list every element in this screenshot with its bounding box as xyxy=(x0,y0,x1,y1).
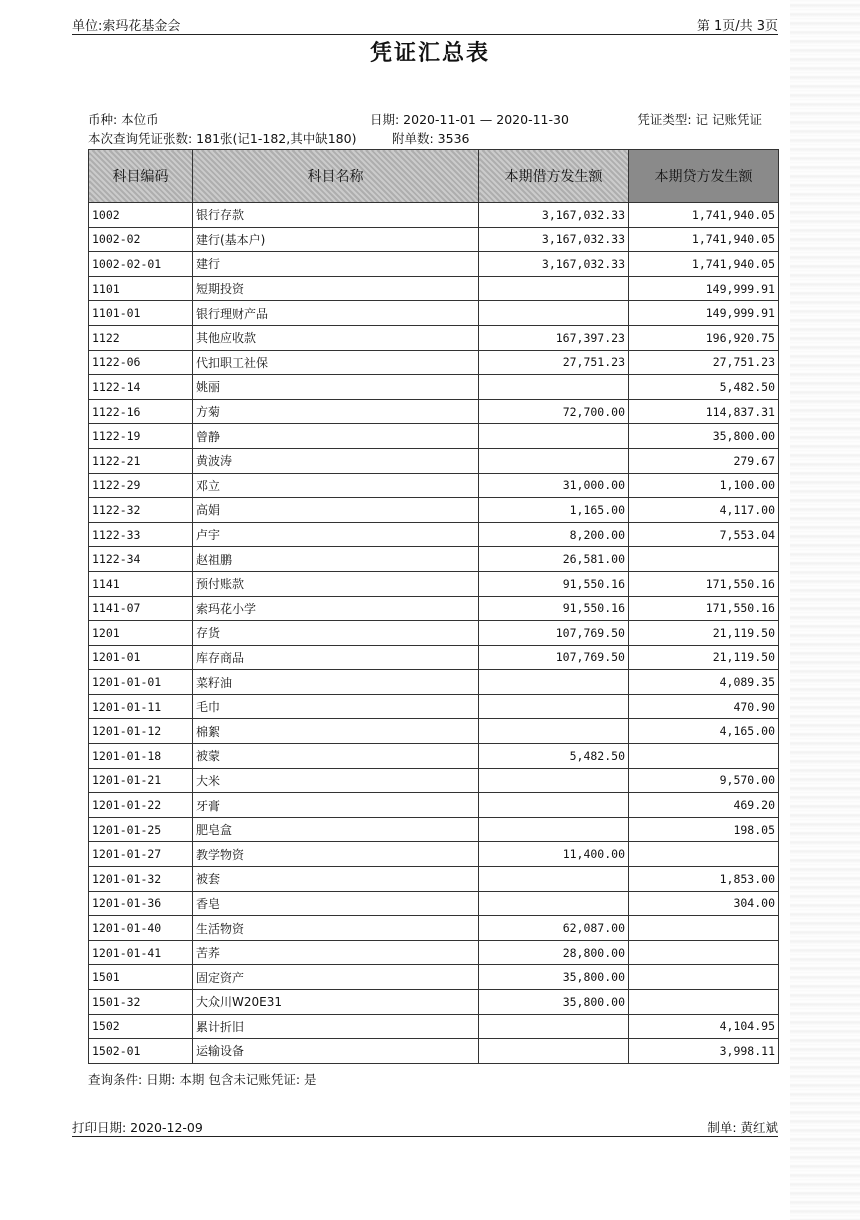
table-row xyxy=(89,375,779,400)
debit-amount: 1,165.00 xyxy=(479,498,629,523)
account-name: 运输设备 xyxy=(193,1039,479,1064)
account-code: 1122-34 xyxy=(89,547,193,572)
account-code: 1122 xyxy=(89,325,193,350)
account-name: 大众川W20E31 xyxy=(193,990,479,1015)
account-name: 代扣职工社保 xyxy=(193,350,479,375)
debit-amount: 91,550.16 xyxy=(479,571,629,596)
table-row xyxy=(89,719,779,744)
debit-amount: 107,769.50 xyxy=(479,621,629,646)
debit-amount: 31,000.00 xyxy=(479,473,629,498)
query-count: 本次查询凭证张数: 181张(记1-182,其中缺180) xyxy=(88,131,357,146)
debit-amount: 35,800.00 xyxy=(479,965,629,990)
account-code: 1502 xyxy=(89,1014,193,1039)
debit-amount xyxy=(479,793,629,818)
table-row xyxy=(89,793,779,818)
table-row xyxy=(89,965,779,990)
credit-amount: 4,089.35 xyxy=(629,670,779,695)
query-condition: 查询条件: 日期: 本期 包含未记账凭证: 是 xyxy=(88,1072,317,1087)
debit-amount xyxy=(479,719,629,744)
credit-amount: 470.90 xyxy=(629,694,779,719)
credit-amount: 5,482.50 xyxy=(629,375,779,400)
account-code: 1122-19 xyxy=(89,424,193,449)
debit-amount xyxy=(479,276,629,301)
credit-amount: 171,550.16 xyxy=(629,596,779,621)
column-header-name: 科目名称 xyxy=(193,150,479,203)
debit-amount: 8,200.00 xyxy=(479,522,629,547)
table-row xyxy=(89,621,779,646)
debit-amount xyxy=(479,1039,629,1064)
account-name: 生活物资 xyxy=(193,916,479,941)
page-indicator: 第 1页/共 3页 xyxy=(696,19,778,34)
debit-amount xyxy=(479,448,629,473)
table-row xyxy=(89,940,779,965)
credit-amount: 1,741,940.05 xyxy=(629,227,779,252)
table-row xyxy=(89,670,779,695)
account-name: 预付账款 xyxy=(193,571,479,596)
account-code: 1501 xyxy=(89,965,193,990)
debit-amount xyxy=(479,1014,629,1039)
account-code: 1101-01 xyxy=(89,301,193,326)
account-code: 1201-01-36 xyxy=(89,891,193,916)
account-name: 短期投资 xyxy=(193,276,479,301)
account-code: 1502-01 xyxy=(89,1039,193,1064)
table-row xyxy=(89,571,779,596)
account-name: 被套 xyxy=(193,867,479,892)
account-code: 1201-01-12 xyxy=(89,719,193,744)
account-name: 银行理财产品 xyxy=(193,301,479,326)
account-name: 姚丽 xyxy=(193,375,479,400)
account-code: 1122-21 xyxy=(89,448,193,473)
credit-amount: 279.67 xyxy=(629,448,779,473)
credit-amount: 27,751.23 xyxy=(629,350,779,375)
account-name: 累计折旧 xyxy=(193,1014,479,1039)
document-title: 凭证汇总表 xyxy=(369,41,490,66)
account-name: 高娟 xyxy=(193,498,479,523)
account-code: 1002-02 xyxy=(89,227,193,252)
account-code: 1201-01-40 xyxy=(89,916,193,941)
account-code: 1201-01-01 xyxy=(89,670,193,695)
credit-amount xyxy=(629,744,779,769)
credit-amount: 149,999.91 xyxy=(629,301,779,326)
credit-amount: 3,998.11 xyxy=(629,1039,779,1064)
table-row xyxy=(89,817,779,842)
table-row xyxy=(89,325,779,350)
column-header-credit: 本期贷方发生额 xyxy=(629,150,779,203)
currency-label: 币种: 本位币 xyxy=(88,112,159,127)
table-row xyxy=(89,252,779,277)
credit-amount: 114,837.31 xyxy=(629,399,779,424)
table-row xyxy=(89,547,779,572)
debit-amount: 72,700.00 xyxy=(479,399,629,424)
table-row xyxy=(89,916,779,941)
debit-amount: 3,167,032.33 xyxy=(479,227,629,252)
credit-amount: 4,165.00 xyxy=(629,719,779,744)
table-row xyxy=(89,203,779,228)
account-name: 黄波涛 xyxy=(193,448,479,473)
account-name: 香皂 xyxy=(193,891,479,916)
account-name: 库存商品 xyxy=(193,645,479,670)
account-name: 被蒙 xyxy=(193,744,479,769)
print-date: 打印日期: 2020-12-09 xyxy=(72,1120,203,1135)
scan-noise-edge xyxy=(790,0,860,1220)
table-row xyxy=(89,842,779,867)
account-code: 1201-01-25 xyxy=(89,817,193,842)
account-code: 1122-16 xyxy=(89,399,193,424)
prepared-by: 制单: 黄红斌 xyxy=(707,1120,778,1135)
voucher-type: 凭证类型: 记 记账凭证 xyxy=(637,112,762,127)
account-name: 棉絮 xyxy=(193,719,479,744)
table-row xyxy=(89,1039,779,1064)
debit-amount: 91,550.16 xyxy=(479,596,629,621)
footer-divider xyxy=(72,1136,778,1137)
debit-amount xyxy=(479,301,629,326)
account-code: 1101 xyxy=(89,276,193,301)
account-code: 1201-01-11 xyxy=(89,694,193,719)
account-name: 索玛花小学 xyxy=(193,596,479,621)
credit-amount: 1,741,940.05 xyxy=(629,203,779,228)
account-code: 1141-07 xyxy=(89,596,193,621)
credit-amount xyxy=(629,965,779,990)
account-name: 教学物资 xyxy=(193,842,479,867)
table-row xyxy=(89,645,779,670)
voucher-summary-table xyxy=(88,149,779,1064)
account-code: 1201 xyxy=(89,621,193,646)
column-header-debit: 本期借方发生额 xyxy=(479,150,629,203)
credit-amount xyxy=(629,842,779,867)
account-code: 1122-06 xyxy=(89,350,193,375)
table-row xyxy=(89,301,779,326)
account-code: 1201-01-41 xyxy=(89,940,193,965)
table-row xyxy=(89,350,779,375)
debit-amount: 3,167,032.33 xyxy=(479,252,629,277)
account-name: 固定资产 xyxy=(193,965,479,990)
credit-amount: 21,119.50 xyxy=(629,621,779,646)
table-header-row xyxy=(89,150,779,203)
credit-amount xyxy=(629,547,779,572)
account-name: 卢宇 xyxy=(193,522,479,547)
account-name: 大米 xyxy=(193,768,479,793)
credit-amount xyxy=(629,916,779,941)
table-row xyxy=(89,498,779,523)
column-header-code: 科目编码 xyxy=(89,150,193,203)
account-name: 菜籽油 xyxy=(193,670,479,695)
table-row xyxy=(89,522,779,547)
account-code: 1002 xyxy=(89,203,193,228)
table-row xyxy=(89,424,779,449)
credit-amount: 171,550.16 xyxy=(629,571,779,596)
unit-label: 单位:索玛花基金会 xyxy=(72,19,181,34)
credit-amount xyxy=(629,990,779,1015)
debit-amount: 3,167,032.33 xyxy=(479,203,629,228)
table-row xyxy=(89,867,779,892)
table-row xyxy=(89,1014,779,1039)
credit-amount: 7,553.04 xyxy=(629,522,779,547)
credit-amount xyxy=(629,940,779,965)
account-code: 1201-01 xyxy=(89,645,193,670)
table-row xyxy=(89,399,779,424)
attachment-count: 附单数: 3536 xyxy=(392,131,470,146)
debit-amount: 35,800.00 xyxy=(479,990,629,1015)
debit-amount xyxy=(479,867,629,892)
account-name: 建行 xyxy=(193,252,479,277)
table-row xyxy=(89,744,779,769)
account-name: 赵祖鹏 xyxy=(193,547,479,572)
account-name: 银行存款 xyxy=(193,203,479,228)
credit-amount: 196,920.75 xyxy=(629,325,779,350)
debit-amount xyxy=(479,817,629,842)
debit-amount: 26,581.00 xyxy=(479,547,629,572)
credit-amount: 4,104.95 xyxy=(629,1014,779,1039)
credit-amount: 1,100.00 xyxy=(629,473,779,498)
account-name: 牙膏 xyxy=(193,793,479,818)
account-code: 1201-01-21 xyxy=(89,768,193,793)
credit-amount: 21,119.50 xyxy=(629,645,779,670)
date-range: 日期: 2020-11-01 — 2020-11-30 xyxy=(370,112,569,127)
account-code: 1201-01-22 xyxy=(89,793,193,818)
account-code: 1002-02-01 xyxy=(89,252,193,277)
debit-amount: 11,400.00 xyxy=(479,842,629,867)
debit-amount: 167,397.23 xyxy=(479,325,629,350)
table-row xyxy=(89,768,779,793)
credit-amount: 1,741,940.05 xyxy=(629,252,779,277)
table-row xyxy=(89,694,779,719)
table-row xyxy=(89,448,779,473)
account-code: 1201-01-18 xyxy=(89,744,193,769)
debit-amount: 5,482.50 xyxy=(479,744,629,769)
credit-amount: 4,117.00 xyxy=(629,498,779,523)
header-divider xyxy=(72,34,778,35)
account-code: 1501-32 xyxy=(89,990,193,1015)
account-name: 其他应收款 xyxy=(193,325,479,350)
credit-amount: 469.20 xyxy=(629,793,779,818)
credit-amount: 35,800.00 xyxy=(629,424,779,449)
credit-amount: 198.05 xyxy=(629,817,779,842)
debit-amount xyxy=(479,891,629,916)
account-name: 方菊 xyxy=(193,399,479,424)
debit-amount xyxy=(479,670,629,695)
table-row xyxy=(89,990,779,1015)
credit-amount: 9,570.00 xyxy=(629,768,779,793)
debit-amount xyxy=(479,768,629,793)
table-row xyxy=(89,276,779,301)
account-name: 存货 xyxy=(193,621,479,646)
account-code: 1122-14 xyxy=(89,375,193,400)
account-name: 苦荞 xyxy=(193,940,479,965)
table-row xyxy=(89,473,779,498)
debit-amount: 28,800.00 xyxy=(479,940,629,965)
credit-amount: 304.00 xyxy=(629,891,779,916)
table-row xyxy=(89,891,779,916)
account-code: 1141 xyxy=(89,571,193,596)
table-body xyxy=(89,203,779,1064)
debit-amount: 62,087.00 xyxy=(479,916,629,941)
debit-amount: 27,751.23 xyxy=(479,350,629,375)
debit-amount xyxy=(479,694,629,719)
account-code: 1122-32 xyxy=(89,498,193,523)
account-code: 1201-01-32 xyxy=(89,867,193,892)
account-code: 1201-01-27 xyxy=(89,842,193,867)
account-name: 曾静 xyxy=(193,424,479,449)
account-name: 建行(基本户) xyxy=(193,227,479,252)
credit-amount: 1,853.00 xyxy=(629,867,779,892)
table-row xyxy=(89,596,779,621)
debit-amount xyxy=(479,424,629,449)
table-row xyxy=(89,227,779,252)
account-name: 肥皂盒 xyxy=(193,817,479,842)
debit-amount: 107,769.50 xyxy=(479,645,629,670)
account-code: 1122-33 xyxy=(89,522,193,547)
account-code: 1122-29 xyxy=(89,473,193,498)
credit-amount: 149,999.91 xyxy=(629,276,779,301)
debit-amount xyxy=(479,375,629,400)
account-name: 邓立 xyxy=(193,473,479,498)
account-name: 毛巾 xyxy=(193,694,479,719)
